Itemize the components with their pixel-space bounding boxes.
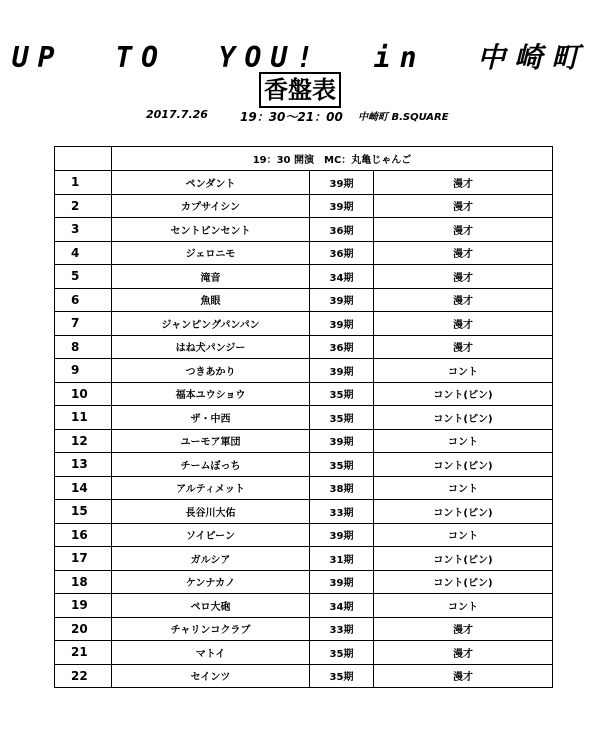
order-number-cell: 22 [55,664,112,688]
genre-cell: コント [374,359,553,383]
order-number-cell: 12 [55,429,112,453]
genre-cell: コント(ピン) [374,382,553,406]
table-row [55,241,553,265]
performer-name-cell: 福本ユウショウ [112,382,310,406]
table-row [55,547,553,571]
order-number-cell: 14 [55,476,112,500]
order-number-cell: 4 [55,241,112,265]
event-venue: 中崎町 B.SQUARE [358,112,449,123]
performer-name-cell: ペロ大砲 [112,594,310,618]
genre-cell: 漫才 [374,312,553,336]
table-row [55,335,553,359]
generation-cell: 35期 [310,453,374,477]
order-number-cell: 21 [55,641,112,665]
program-table [54,146,553,688]
order-number-cell: 19 [55,594,112,618]
genre-cell: 漫才 [374,241,553,265]
generation-cell: 39期 [310,312,374,336]
table-row [55,382,553,406]
order-number-cell: 16 [55,523,112,547]
generation-cell: 34期 [310,265,374,289]
event-time: 19：30～21：00 [240,110,343,124]
genre-cell: コント(ピン) [374,547,553,571]
generation-cell: 39期 [310,523,374,547]
genre-cell: 漫才 [374,194,553,218]
genre-cell: コント [374,429,553,453]
genre-cell: コント [374,523,553,547]
generation-cell: 33期 [310,500,374,524]
generation-cell: 35期 [310,664,374,688]
performer-name-cell: セントピンセント [112,218,310,242]
genre-cell: 漫才 [374,218,553,242]
table-row [55,476,553,500]
generation-cell: 39期 [310,288,374,312]
performer-name-cell: カプサイシン [112,194,310,218]
table-row [55,265,553,289]
genre-cell: 漫才 [374,617,553,641]
order-number-cell: 6 [55,288,112,312]
program-subtitle: 香盤表 [259,72,341,108]
performer-name-cell: ザ・中西 [112,406,310,430]
header-corner-cell [55,147,112,171]
genre-cell: 漫才 [374,265,553,289]
generation-cell: 39期 [310,570,374,594]
generation-cell: 33期 [310,617,374,641]
generation-cell: 39期 [310,194,374,218]
genre-cell: 漫才 [374,288,553,312]
order-number-cell: 17 [55,547,112,571]
subtitle-container [0,72,600,108]
table-row [55,359,553,383]
order-number-cell: 2 [55,194,112,218]
performer-name-cell: ジェロニモ [112,241,310,265]
generation-cell: 35期 [310,382,374,406]
generation-cell: 36期 [310,241,374,265]
table-row [55,288,553,312]
performer-name-cell: チャリンコクラブ [112,617,310,641]
performer-name-cell: マトイ [112,641,310,665]
genre-cell: コント [374,594,553,618]
order-number-cell: 8 [55,335,112,359]
event-title: UP TO YOU! in 中崎町 [11,41,589,74]
performer-name-cell: セインツ [112,664,310,688]
performer-name-cell: 長谷川大佑 [112,500,310,524]
genre-cell: 漫才 [374,335,553,359]
performer-name-cell: つきあかり [112,359,310,383]
order-number-cell: 18 [55,570,112,594]
genre-cell: 漫才 [374,641,553,665]
genre-cell: コント(ピン) [374,406,553,430]
table-row [55,171,553,195]
table-row [55,641,553,665]
table-row [55,429,553,453]
order-number-cell: 10 [55,382,112,406]
table-row [55,194,553,218]
table-row [55,312,553,336]
table-row [55,523,553,547]
table-header-row [55,147,553,171]
performer-name-cell: ガルシア [112,547,310,571]
table-row [55,218,553,242]
generation-cell: 39期 [310,359,374,383]
order-number-cell: 20 [55,617,112,641]
order-number-cell: 1 [55,171,112,195]
order-number-cell: 7 [55,312,112,336]
order-number-cell: 3 [55,218,112,242]
order-number-cell: 5 [55,265,112,289]
genre-cell: 漫才 [374,171,553,195]
table-row [55,453,553,477]
table-row [55,406,553,430]
generation-cell: 39期 [310,429,374,453]
generation-cell: 35期 [310,406,374,430]
genre-cell: 漫才 [374,664,553,688]
genre-cell: コント(ピン) [374,500,553,524]
performer-name-cell: はね犬パンジー [112,335,310,359]
performer-name-cell: ソイピーン [112,523,310,547]
genre-cell: コント(ピン) [374,570,553,594]
performer-name-cell: 魚眼 [112,288,310,312]
generation-cell: 31期 [310,547,374,571]
event-date: 2017.7.26 [146,108,208,121]
genre-cell: コント(ピン) [374,453,553,477]
performer-name-cell: チームぼっち [112,453,310,477]
generation-cell: 36期 [310,335,374,359]
order-number-cell: 9 [55,359,112,383]
genre-cell: コント [374,476,553,500]
performer-name-cell: ペンダント [112,171,310,195]
order-number-cell: 15 [55,500,112,524]
table-row [55,500,553,524]
table-row [55,594,553,618]
generation-cell: 38期 [310,476,374,500]
performer-name-cell: ユーモア軍団 [112,429,310,453]
performer-name-cell: ジャンピングパンパン [112,312,310,336]
generation-cell: 34期 [310,594,374,618]
performer-name-cell: ケンナカノ [112,570,310,594]
table-row [55,570,553,594]
performer-name-cell: アルティメット [112,476,310,500]
start-mc-info: 19：30 開演 MC：丸亀じゃんご [112,147,553,171]
order-number-cell: 11 [55,406,112,430]
performer-name-cell: 滝音 [112,265,310,289]
table-row [55,617,553,641]
generation-cell: 39期 [310,171,374,195]
order-number-cell: 13 [55,453,112,477]
generation-cell: 35期 [310,641,374,665]
generation-cell: 36期 [310,218,374,242]
table-row [55,664,553,688]
